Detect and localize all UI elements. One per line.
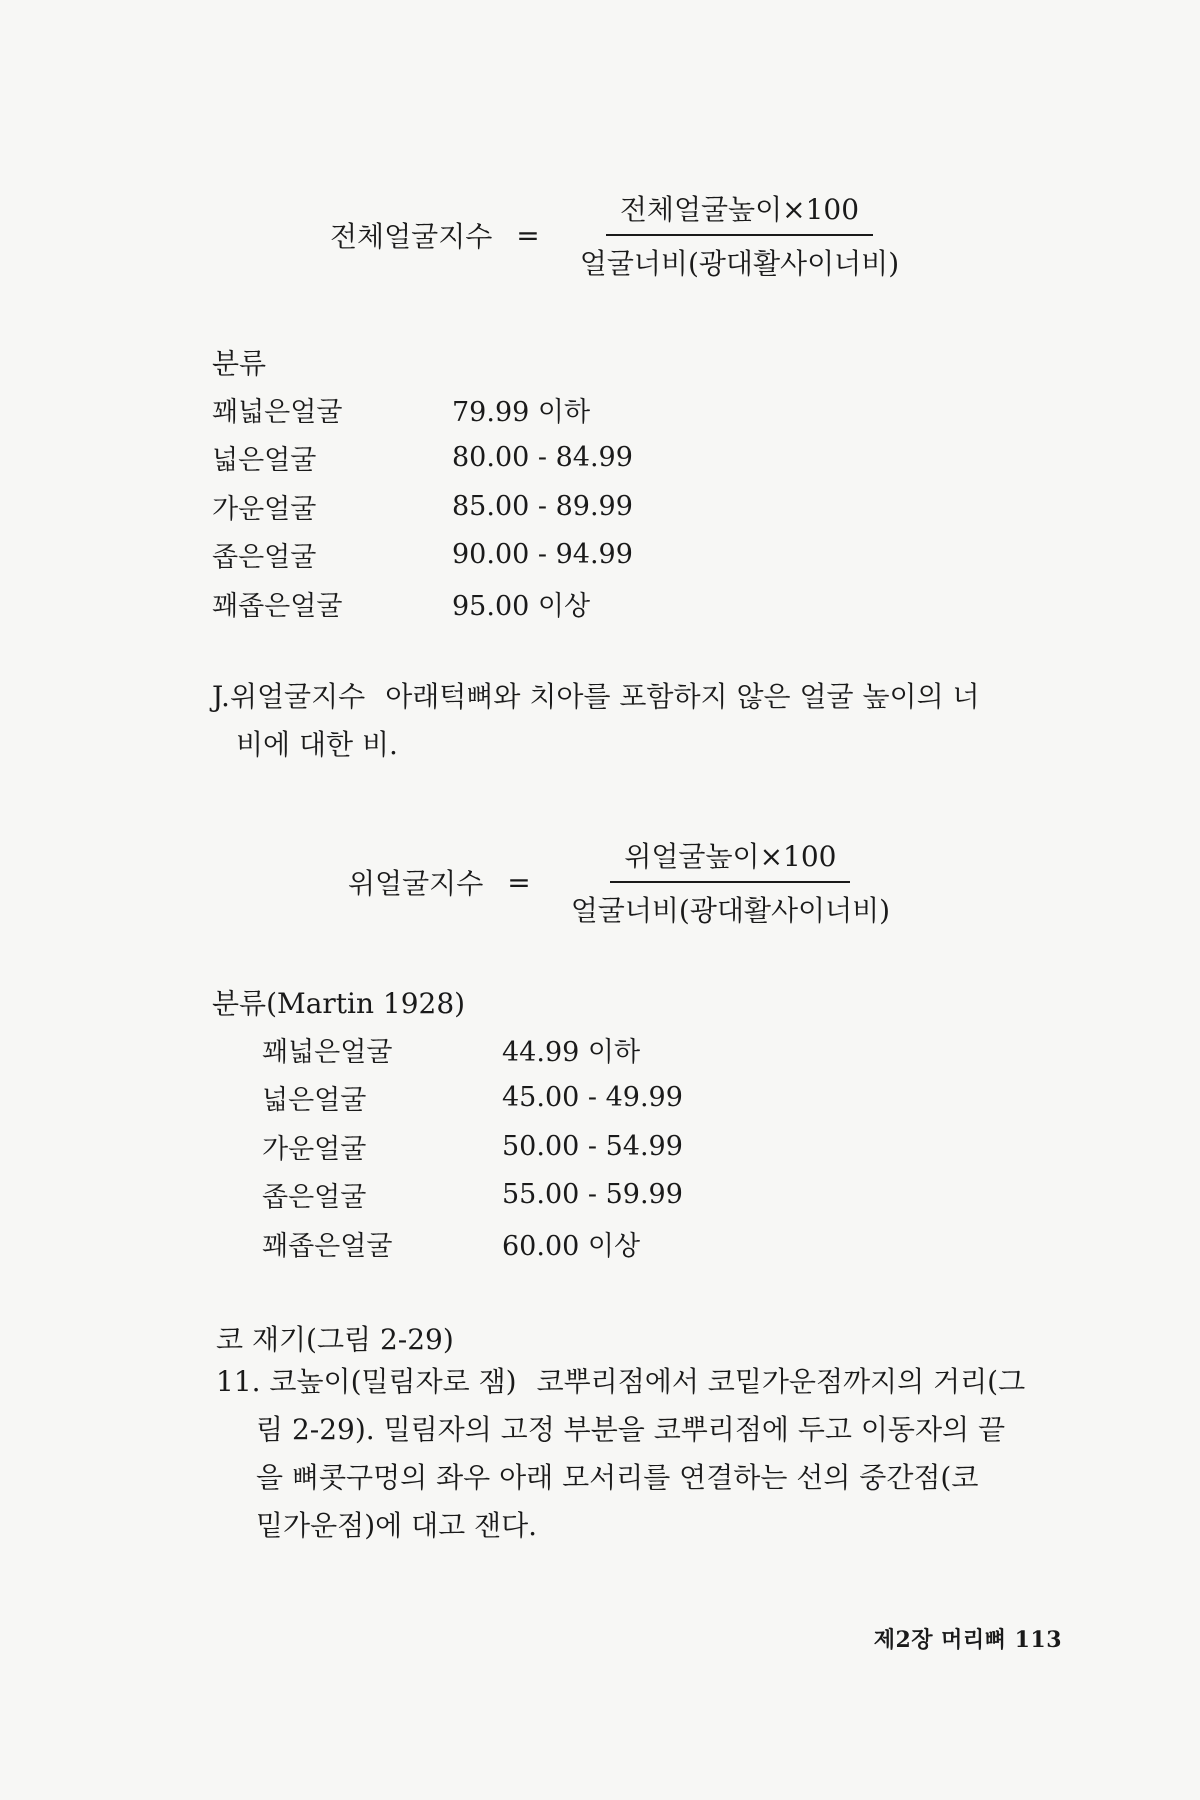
classification-table-martin (262, 1025, 683, 1268)
definition-text: 아래턱뼈와 치아를 포함하지 않은 얼굴 높이의 너 (385, 680, 980, 713)
class-name: 꽤좁은얼굴 (262, 1230, 393, 1262)
item-line: 밑가운점)에 대고 잰다. (256, 1509, 538, 1542)
formula-denominator: 얼굴너비(광대활사이너비) (579, 247, 900, 280)
class-range: 79.99 이하 (452, 396, 591, 428)
class-name: 넓은얼굴 (212, 445, 317, 477)
item-line: 을 뼈콧구멍의 좌우 아래 모서리를 연결하는 선의 중간점(코 (256, 1461, 979, 1494)
classification-row (212, 434, 633, 483)
formula-fraction (566, 188, 913, 282)
class-range: 80.00 - 84.99 (452, 442, 633, 474)
class-range: 90.00 - 94.99 (452, 539, 633, 571)
classification-row (262, 1122, 683, 1171)
classification-table (212, 385, 633, 628)
definition-line: 비에 대한 비. (236, 728, 398, 761)
item-line (216, 1358, 1072, 1406)
class-name: 좁은얼굴 (212, 542, 317, 574)
formula-denominator: 얼굴너비(광대활사이너비) (570, 894, 891, 927)
classification-row (262, 1074, 683, 1123)
item-term: 11. 코높이(밀림자로 잼) (216, 1365, 517, 1398)
class-name: 가운얼굴 (212, 493, 317, 525)
class-range: 60.00 이상 (502, 1230, 641, 1262)
class-name: 가운얼굴 (262, 1133, 367, 1165)
class-name: 좁은얼굴 (262, 1182, 367, 1214)
item-text: 코뿌리점에서 코밑가운점까지의 거리(그 (536, 1365, 1026, 1398)
classification-heading-martin: 분류(Martin 1928) (212, 987, 466, 1020)
formula-numerator: 위얼굴높이×100 (610, 835, 850, 883)
class-range: 95.00 이상 (452, 590, 591, 622)
class-name: 꽤좁은얼굴 (212, 590, 343, 622)
class-name: 꽤넓은얼굴 (212, 396, 343, 428)
class-range: 45.00 - 49.99 (502, 1082, 683, 1114)
nose-height-item (216, 1358, 1072, 1550)
class-name: 꽤넓은얼굴 (262, 1036, 393, 1068)
formula-equals: = (516, 218, 540, 252)
classification-row (212, 385, 633, 434)
classification-row (262, 1171, 683, 1220)
classification-row (262, 1025, 683, 1074)
classification-row (212, 579, 633, 628)
upper-face-index-definition (212, 673, 1072, 769)
classification-row (262, 1219, 683, 1268)
class-range: 85.00 - 89.99 (452, 490, 633, 522)
item-line: 림 2-29). 밀림자의 고정 부분을 코뿌리점에 두고 이동자의 끝 (256, 1413, 1005, 1446)
class-range: 50.00 - 54.99 (502, 1130, 683, 1162)
class-name: 넓은얼굴 (262, 1085, 367, 1117)
classification-row (212, 531, 633, 580)
upper-face-index-formula (348, 835, 904, 929)
classification-heading: 분류 (212, 347, 267, 380)
formula-fraction (557, 835, 904, 929)
total-face-index-formula (330, 188, 913, 282)
definition-line (212, 673, 1072, 721)
formula-lhs: 위얼굴지수 (348, 867, 484, 900)
class-range: 55.00 - 59.99 (502, 1179, 683, 1211)
definition-term: J.위얼굴지수 (212, 680, 366, 713)
page-footer: 제2장 머리뼈 113 (873, 1627, 1062, 1653)
nose-section-heading: 코 재기(그림 2-29) (216, 1323, 454, 1356)
class-range: 44.99 이하 (502, 1036, 641, 1068)
formula-lhs: 전체얼굴지수 (330, 220, 493, 253)
formula-equals: = (507, 865, 531, 899)
formula-numerator: 전체얼굴높이×100 (606, 188, 873, 236)
classification-row (212, 482, 633, 531)
